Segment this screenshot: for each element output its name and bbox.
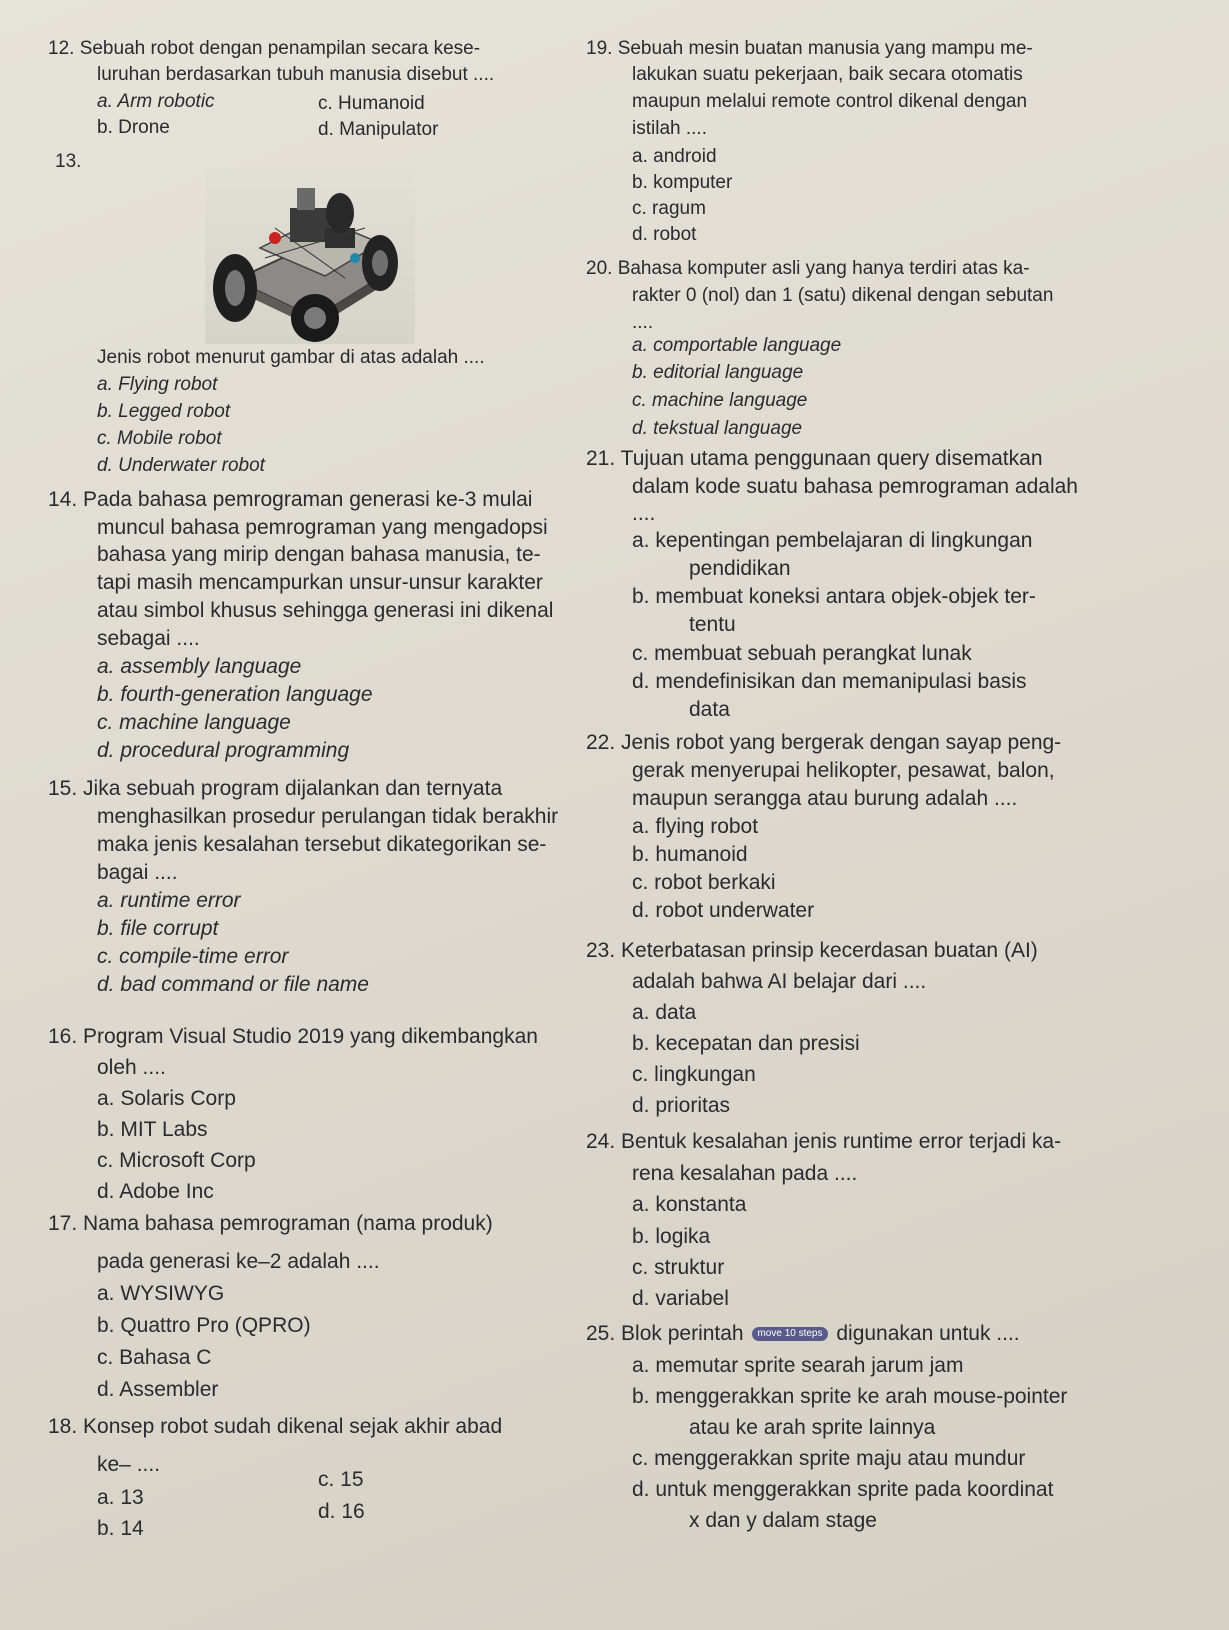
q17-line2: pada generasi ke–2 adalah .... — [97, 1250, 380, 1273]
q18-option-d: d. 16 — [318, 1500, 365, 1523]
q12-option-b: b. Drone — [97, 117, 170, 138]
q16-option-d: d. Adobe Inc — [97, 1180, 214, 1203]
block-move-label: move — [757, 1328, 782, 1340]
q15-option-b: b. file corrupt — [97, 917, 219, 940]
q13-option-b: b. Legged robot — [97, 401, 231, 422]
q21-line1: 21. Tujuan utama penggunaan query disematkan — [586, 447, 1043, 470]
q18-option-b: b. 14 — [97, 1517, 144, 1540]
q19-option-c: c. ragum — [632, 198, 706, 219]
q17-option-b: b. Quattro Pro (QPRO) — [97, 1314, 311, 1337]
q22-option-b: b. humanoid — [632, 843, 748, 866]
q25-option-b-line1: b. menggerakkan sprite ke arah mouse-pointer — [632, 1385, 1068, 1408]
q16-option-b: b. MIT Labs — [97, 1118, 208, 1141]
q18-line1: 18. Konsep robot sudah dikenal sejak akhir abad — [48, 1415, 503, 1438]
q14-line2: muncul bahasa pemrograman yang mengadopsi — [97, 516, 548, 539]
q14-option-d: d. procedural programming — [97, 739, 350, 762]
q25-option-c: c. menggerakkan sprite maju atau mundur — [632, 1447, 1026, 1470]
q23-line1: 23. Keterbatasan prinsip kecerdasan buatan (AI) — [586, 939, 1038, 962]
q12-option-d: d. Manipulator — [318, 119, 439, 140]
q20-line2: rakter 0 (nol) dan 1 (satu) dikenal dengan sebutan — [632, 285, 1054, 306]
q16-line1: 16. Program Visual Studio 2019 yang dikembangkan — [48, 1025, 538, 1048]
q24-option-c: c. struktur — [632, 1256, 725, 1279]
q22-line3: maupun serangga atau burung adalah .... — [632, 787, 1018, 810]
q15-option-c: c. compile-time error — [97, 945, 289, 968]
q15-line3: maka jenis kesalahan tersebut dikategorikan se- — [97, 833, 547, 856]
q14-option-b: b. fourth-generation language — [97, 683, 373, 706]
q15-line4: bagai .... — [97, 861, 178, 884]
q15-line1: 15. Jika sebuah program dijalankan dan ternyata — [48, 777, 503, 800]
q20-option-a: a. comportable language — [632, 335, 842, 356]
q14-line4: tapi masih mencampurkan unsur-unsur karakter — [97, 571, 543, 594]
q23-option-b: b. kecepatan dan presisi — [632, 1032, 860, 1055]
q19-option-a: a. android — [632, 146, 717, 167]
q20-option-c: c. machine language — [632, 390, 808, 411]
q25-stem-post: digunakan untuk .... — [836, 1322, 1020, 1345]
q17-option-d: d. Assembler — [97, 1378, 219, 1401]
q22-line2: gerak menyerupai helikopter, pesawat, balon, — [632, 759, 1055, 782]
q14-option-a: a. assembly language — [97, 655, 302, 678]
q14-line5: atau simbol khusus sehingga generasi ini dikenal — [97, 599, 554, 622]
q12-stem-line2: luruhan berdasarkan tubuh manusia disebut .... — [97, 64, 495, 85]
q25-option-d-line2: x dan y dalam stage — [689, 1509, 877, 1532]
q23-option-c: c. lingkungan — [632, 1063, 756, 1086]
q13-option-a: a. Flying robot — [97, 374, 218, 395]
q22-option-d: d. robot underwater — [632, 899, 815, 922]
block-steps-label: steps — [798, 1328, 823, 1340]
q25-stem-pre: 25. Blok perintah — [586, 1322, 744, 1345]
q13-option-d: d. Underwater robot — [97, 455, 265, 476]
mobile-robot-image — [205, 168, 415, 344]
q20-option-d: d. tekstual language — [632, 418, 803, 439]
q19-option-d: d. robot — [632, 224, 697, 245]
q24-line2: rena kesalahan pada .... — [632, 1162, 858, 1185]
q17-option-a: a. WYSIWYG — [97, 1282, 225, 1305]
q25-option-b-line2: atau ke arah sprite lainnya — [689, 1416, 936, 1439]
q21-option-a-line2: pendidikan — [689, 557, 791, 580]
q15-option-d: d. bad command or file name — [97, 973, 369, 996]
q19-line1: 19. Sebuah mesin buatan manusia yang mampu me- — [586, 38, 1033, 59]
q14-line1: 14. Pada bahasa pemrograman generasi ke-3 mulai — [48, 488, 533, 511]
q25-option-d-line1: d. untuk menggerakkan sprite pada koordinat — [632, 1478, 1054, 1501]
q21-line3: .... — [632, 502, 656, 525]
q24-line1: 24. Bentuk kesalahan jenis runtime error terjadi ka- — [586, 1130, 1062, 1153]
q15-line2: menghasilkan prosedur perulangan tidak berakhir — [97, 805, 559, 828]
q17-option-c: c. Bahasa C — [97, 1346, 212, 1369]
q21-option-d-line2: data — [689, 698, 730, 721]
q22-option-c: c. robot berkaki — [632, 871, 776, 894]
q23-option-a: a. data — [632, 1001, 697, 1024]
q13-stem: Jenis robot menurut gambar di atas adalah .... — [97, 347, 485, 368]
q16-line2: oleh .... — [97, 1056, 166, 1079]
q19-line2: lakukan suatu pekerjaan, baik secara otomatis — [632, 64, 1023, 85]
q12-option-c: c. Humanoid — [318, 93, 425, 114]
q13-number: 13. — [55, 151, 82, 172]
q17-line1: 17. Nama bahasa pemrograman (nama produk) — [48, 1212, 493, 1235]
q20-option-b: b. editorial language — [632, 362, 804, 383]
q12-option-a: a. Arm robotic — [97, 91, 215, 112]
q19-option-b: b. komputer — [632, 172, 733, 193]
q14-option-c: c. machine language — [97, 711, 291, 734]
q21-line2: dalam kode suatu bahasa pemrograman adalah — [632, 475, 1078, 498]
q14-line6: sebagai .... — [97, 627, 200, 650]
q15-option-a: a. runtime error — [97, 889, 241, 912]
q24-option-a: a. konstanta — [632, 1193, 747, 1216]
q13-option-c: c. Mobile robot — [97, 428, 222, 449]
move-steps-block — [752, 1327, 827, 1341]
q16-option-a: a. Solaris Corp — [97, 1087, 236, 1110]
q21-option-b-line2: tentu — [689, 613, 736, 636]
q16-option-c: c. Microsoft Corp — [97, 1149, 256, 1172]
q22-option-a: a. flying robot — [632, 815, 759, 838]
q21-option-a-line1: a. kepentingan pembelajaran di lingkungan — [632, 529, 1033, 552]
q23-line2: adalah bahwa AI belajar dari .... — [632, 970, 927, 993]
q14-line3: bahasa yang mirip dengan bahasa manusia, te- — [97, 543, 541, 566]
q19-line3: maupun melalui remote control dikenal dengan — [632, 91, 1028, 112]
q22-line1: 22. Jenis robot yang bergerak dengan sayap peng- — [586, 731, 1062, 754]
q21-option-c: c. membuat sebuah perangkat lunak — [632, 642, 972, 665]
q20-line1: 20. Bahasa komputer asli yang hanya terdiri atas ka- — [586, 258, 1030, 279]
q24-option-b: b. logika — [632, 1225, 711, 1248]
q18-option-a: a. 13 — [97, 1486, 144, 1509]
block-num-label: 10 — [784, 1328, 796, 1340]
q23-option-d: d. prioritas — [632, 1094, 731, 1117]
q20-line3: .... — [632, 312, 654, 333]
q25-option-a: a. memutar sprite searah jarum jam — [632, 1354, 964, 1377]
q25-line1 — [586, 1322, 1020, 1346]
q21-option-b-line1: b. membuat koneksi antara objek-objek ter- — [632, 585, 1036, 608]
q18-option-c: c. 15 — [318, 1468, 364, 1491]
q21-option-d-line1: d. mendefinisikan dan memanipulasi basis — [632, 670, 1027, 693]
q19-line4: istilah .... — [632, 118, 707, 139]
q24-option-d: d. variabel — [632, 1287, 729, 1310]
q12-stem-line1: 12. Sebuah robot dengan penampilan secara kese- — [48, 38, 481, 59]
q18-line2: ke– .... — [97, 1453, 161, 1476]
